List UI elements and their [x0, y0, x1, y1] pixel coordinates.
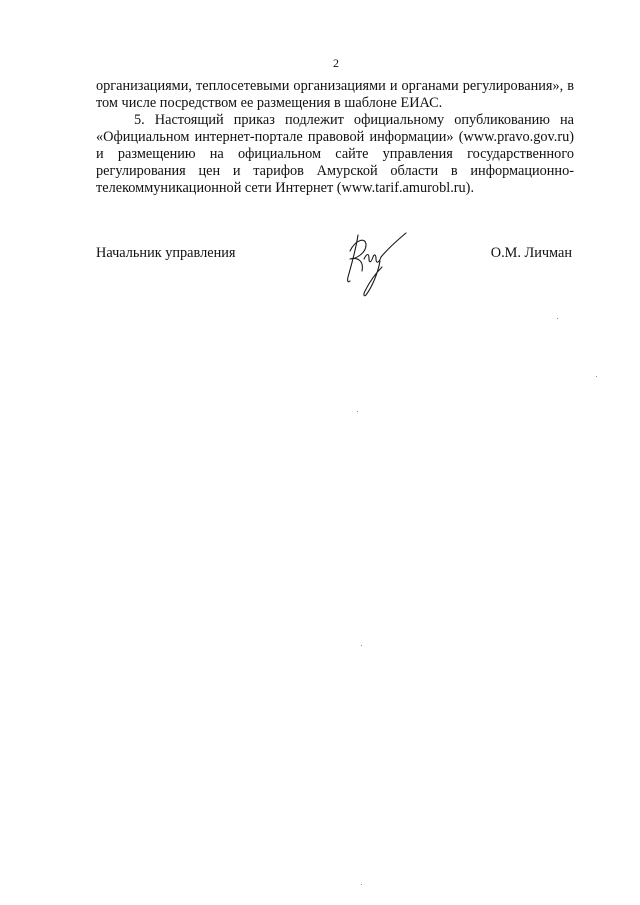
signature-block [96, 243, 574, 303]
page-number: 2 [333, 56, 339, 70]
signatory-title: Начальник управления [96, 245, 236, 261]
text-line: том числе посредством ее размещения в шаблоне ЕИАС. [96, 95, 443, 111]
text-line: телекоммуникационной сети Интернет (www.tarif.amurobl.ru). [96, 180, 475, 196]
signatory-name: О.М. Личман [490, 245, 572, 261]
document-body [96, 78, 574, 197]
scan-speck [361, 645, 362, 646]
scan-speck [596, 376, 597, 377]
scan-speck [357, 411, 358, 412]
paragraph-continuation [96, 78, 574, 112]
text-line: регулирования цен и тарифов Амурской области в информационно- [96, 163, 574, 179]
scan-speck [557, 318, 558, 319]
text-line: 5. Настоящий приказ подлежит официальному опубликованию на [134, 112, 574, 128]
handwritten-signature [336, 229, 420, 299]
scan-speck [361, 884, 362, 885]
paragraph-item-5 [96, 112, 574, 197]
text-line: организациями, теплосетевыми организациями и органами регулирования», в [96, 78, 574, 94]
text-line: и размещению на официальном сайте управления государственного [96, 146, 574, 162]
text-line: «Официальном интернет-портале правовой информации» (www.pravo.gov.ru) [96, 129, 574, 145]
